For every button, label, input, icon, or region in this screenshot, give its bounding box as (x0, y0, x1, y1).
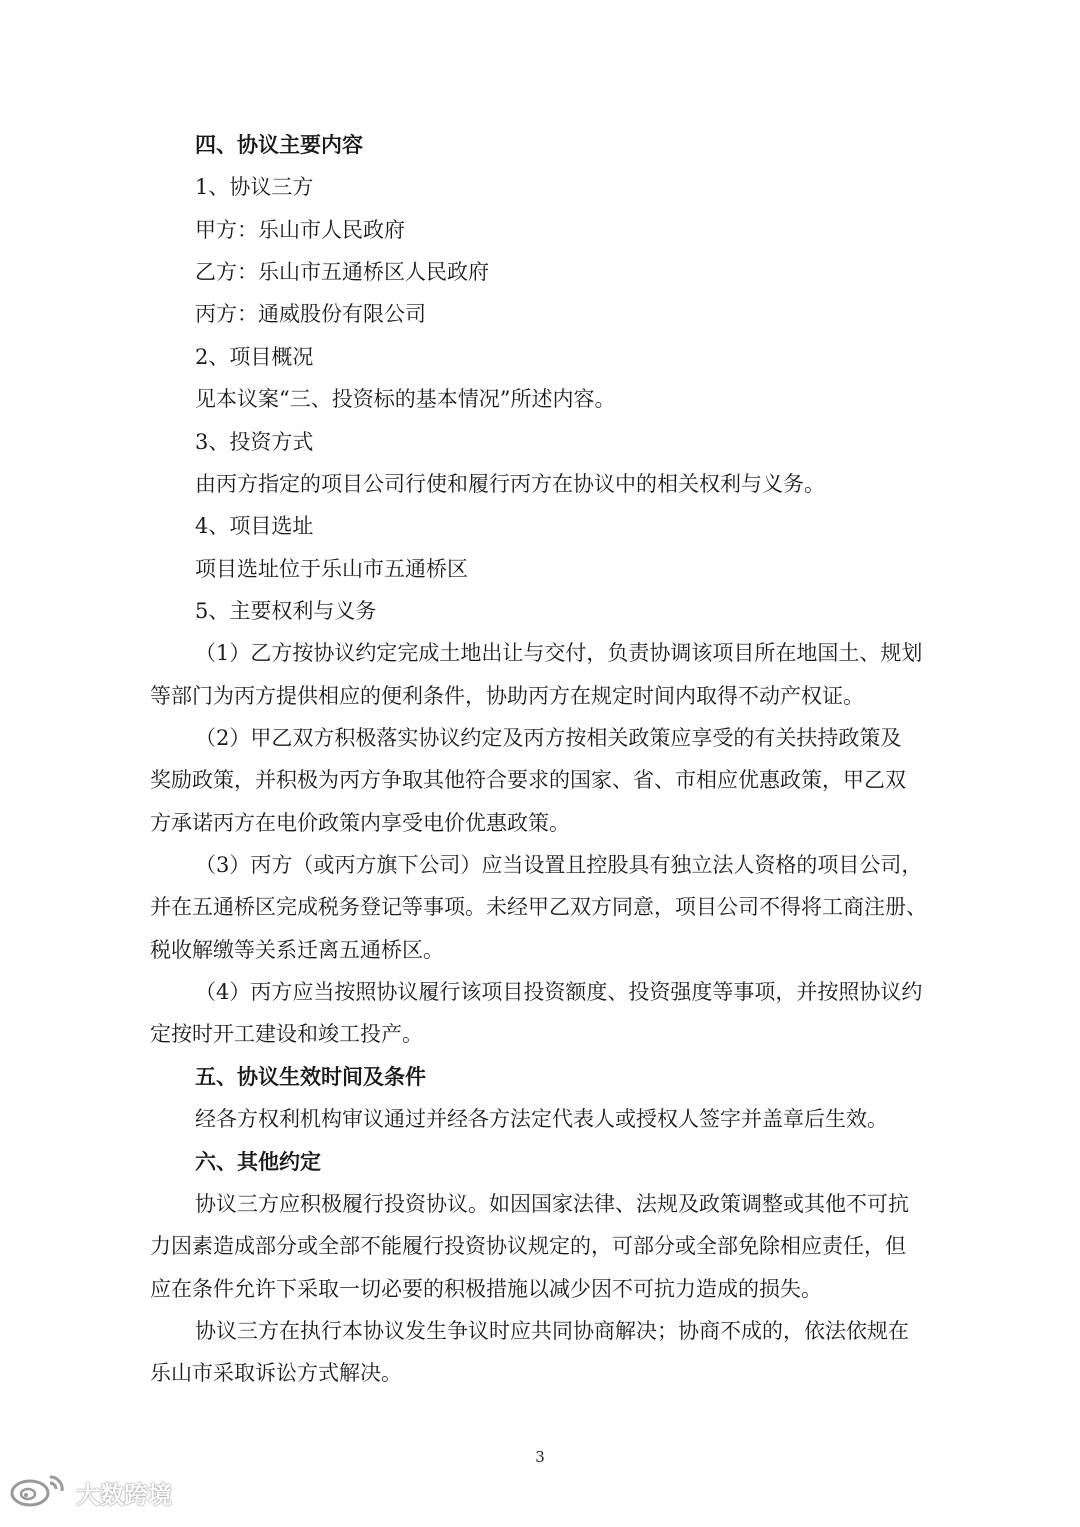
clause-2-line-1: （2）甲乙双方积极落实协议约定及丙方按相关政策应享受的有关扶持政策及 (195, 726, 902, 750)
clause-3-line-1: （3）丙方（或丙方旗下公司）应当设置且控股具有独立法人资格的项目公司， (195, 853, 923, 877)
section-heading-6: 六、其他约定 (195, 1149, 321, 1174)
clause-4-line-1: （4）丙方应当按照协议履行该项目投资额度、投资强度等事项，并按照协议约 (195, 980, 923, 1004)
page-number: 3 (535, 1448, 545, 1466)
section-heading-5: 五、协议生效时间及条件 (195, 1064, 426, 1089)
other-terms-p2-line-1: 协议三方在执行本协议发生争议时应共同协商解决；协商不成的，依法依规在 (195, 1319, 909, 1343)
party-c: 丙方：通威股份有限公司 (195, 302, 426, 326)
clause-2-line-3: 方承诺丙方在电价政策内享受电价优惠政策。 (150, 811, 570, 835)
clause-1-line-2: 等部门为丙方提供相应的便利条件，协助丙方在规定时间内取得不动产权证。 (150, 684, 864, 708)
other-terms-p2-line-2: 乐山市采取诉讼方式解决。 (150, 1361, 402, 1385)
clause-3-line-2: 并在五通桥区完成税务登记等事项。未经甲乙双方同意，项目公司不得将工商注册、 (150, 895, 927, 919)
subheading-project-site: 4、项目选址 (195, 514, 314, 538)
other-terms-p1-line-1: 协议三方应积极履行投资协议。如因国家法律、法规及政策调整或其他不可抗 (195, 1192, 909, 1216)
watermark (6, 1470, 172, 1514)
other-terms-p1-line-2: 力因素造成部分或全部不能履行投资协议规定的，可部分或全部免除相应责任，但 (150, 1234, 906, 1258)
party-b: 乙方：乐山市五通桥区人民政府 (195, 260, 489, 284)
project-site-text: 项目选址位于乐山市五通桥区 (195, 557, 468, 581)
subheading-investment-method: 3、投资方式 (195, 430, 314, 454)
subheading-project-overview: 2、项目概况 (195, 345, 314, 369)
clause-1-line-1: （1）乙方按协议约定完成土地出让与交付，负责协调该项目所在地国土、规划 (195, 641, 923, 665)
project-overview-text: 见本议案“三、投资标的基本情况”所述内容。 (195, 387, 616, 411)
party-a: 甲方：乐山市人民政府 (195, 218, 405, 242)
effective-conditions-text: 经各方权利机构审议通过并经各方法定代表人或授权人签字并盖章后生效。 (195, 1107, 888, 1131)
investment-method-text: 由丙方指定的项目公司行使和履行丙方在协议中的相关权利与义务。 (195, 472, 825, 496)
subheading-parties: 1、协议三方 (195, 175, 314, 199)
subheading-rights-obligations: 5、主要权利与义务 (195, 599, 377, 623)
watermark-text: 大数跨境 (76, 1480, 172, 1509)
clause-2-line-2: 奖励政策，并积极为丙方争取其他符合要求的国家、省、市相应优惠政策，甲乙双 (150, 768, 906, 792)
weibo-icon (6, 1469, 70, 1515)
clause-3-line-3: 税收解缴等关系迁离五通桥区。 (150, 938, 444, 962)
section-heading-4: 四、协议主要内容 (195, 132, 363, 157)
clause-4-line-2: 定按时开工建设和竣工投产。 (150, 1022, 423, 1046)
other-terms-p1-line-3: 应在条件允许下采取一切必要的积极措施以减少因不可抗力造成的损失。 (150, 1277, 822, 1301)
